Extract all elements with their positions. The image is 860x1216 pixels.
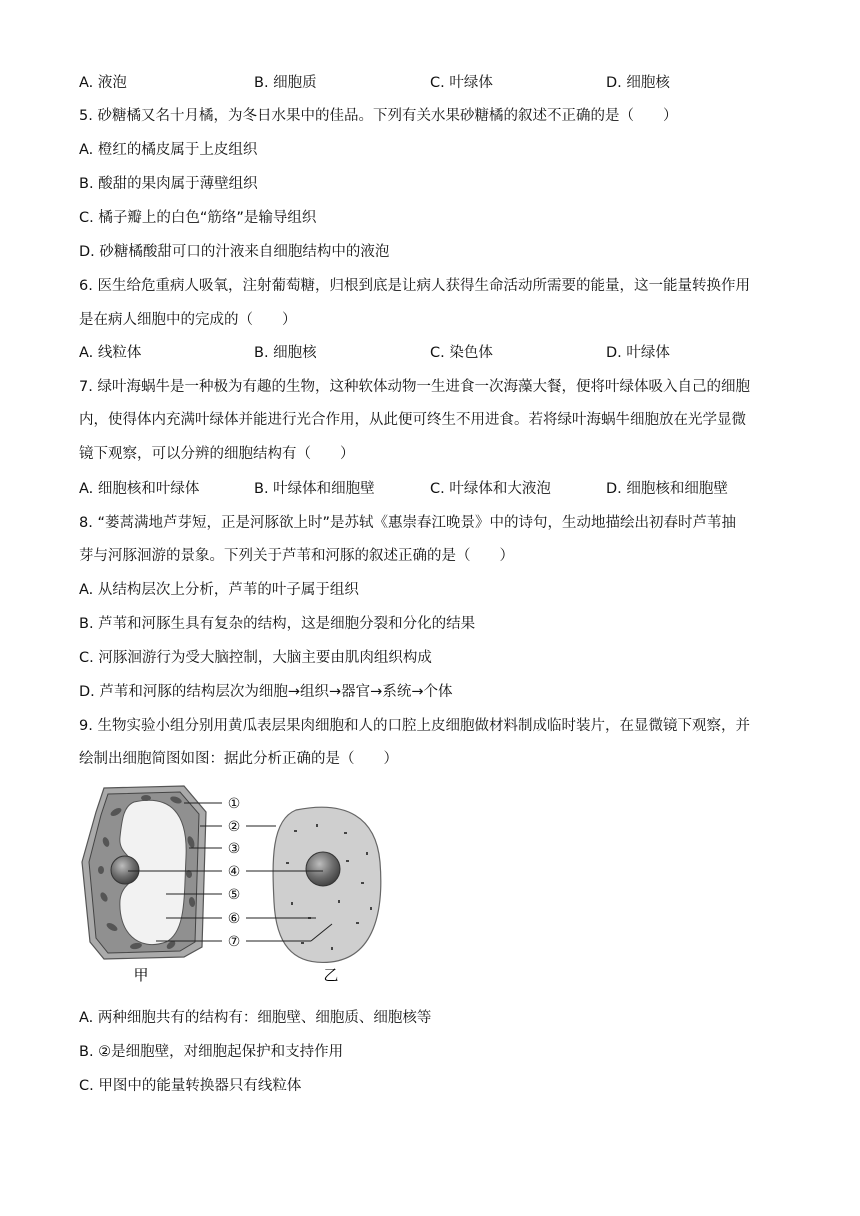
q5-stem: 5. 砂糖橘又名十月橘，为冬日水果中的佳品。下列有关水果砂糖橘的叙述不正确的是（ ） xyxy=(79,108,678,124)
q7-option-a[interactable]: A. 细胞核和叶绿体 xyxy=(79,481,200,497)
q8-option-c[interactable]: C. 河豚洄游行为受大脑控制，大脑主要由肌肉组织构成 xyxy=(79,650,432,666)
q7-options xyxy=(79,479,799,499)
q4-option-b[interactable]: B. 细胞质 xyxy=(254,75,317,91)
caption-animal: 乙 xyxy=(323,966,339,984)
q8-stem-line-1: 8. “蒌蒿满地芦芽短，正是河豚欲上时”是苏轼《惠崇春江晚景》中的诗句，生动地描绘出初春时芦苇抽 xyxy=(79,515,736,531)
q7-stem-line-3: 镜下观察，可以分辨的细胞结构有（ ） xyxy=(79,446,355,462)
q6-option-a[interactable]: A. 线粒体 xyxy=(79,345,142,361)
q9-option-c[interactable]: C. 甲图中的能量转换器只有线粒体 xyxy=(79,1078,302,1094)
q4-option-d[interactable]: D. 细胞核 xyxy=(606,75,670,91)
q8-option-a[interactable]: A. 从结构层次上分析，芦苇的叶子属于组织 xyxy=(79,582,359,598)
label-3: ③ xyxy=(227,841,241,857)
q4-options xyxy=(79,73,799,93)
q6-option-b[interactable]: B. 细胞核 xyxy=(254,345,317,361)
q7-stem-line-1: 7. 绿叶海蜗牛是一种极为有趣的生物，这种软体动物一生进食一次海藻大餐，便将叶绿体吸入自己的细胞 xyxy=(79,379,750,395)
label-4: ④ xyxy=(227,864,241,880)
q4-option-c[interactable]: C. 叶绿体 xyxy=(430,75,493,91)
q5-option-a[interactable]: A. 橙红的橘皮属于上皮组织 xyxy=(79,142,258,158)
animal-cell xyxy=(273,807,381,962)
cell-diagram-svg xyxy=(76,782,396,987)
q9-option-a[interactable]: A. 两种细胞共有的结构有：细胞壁、细胞质、细胞核等 xyxy=(79,1010,432,1026)
q7-option-d[interactable]: D. 细胞核和细胞壁 xyxy=(606,481,728,497)
animal-nucleus xyxy=(306,852,340,886)
q7-option-c[interactable]: C. 叶绿体和大液泡 xyxy=(430,481,551,497)
q5-option-c[interactable]: C. 橘子瓣上的白色“筋络”是输导组织 xyxy=(79,210,317,226)
q6-stem-line-2: 是在病人细胞中的完成的（ ） xyxy=(79,312,297,328)
label-6: ⑥ xyxy=(227,911,241,927)
q7-option-b[interactable]: B. 叶绿体和细胞壁 xyxy=(254,481,375,497)
label-7: ⑦ xyxy=(227,934,241,950)
label-5: ⑤ xyxy=(227,887,241,903)
caption-plant: 甲 xyxy=(133,966,149,984)
plant-nucleus xyxy=(111,856,139,884)
label-2: ② xyxy=(227,819,241,835)
q9-stem-line-2: 绘制出细胞简图如图：据此分析正确的是（ ） xyxy=(79,751,398,767)
cell-diagram xyxy=(76,782,396,987)
q9-stem-line-1: 9. 生物实验小组分别用黄瓜表层果肉细胞和人的口腔上皮细胞做材料制成临时装片，在显微镜下观察，并 xyxy=(79,718,750,734)
q6-options xyxy=(79,343,799,363)
q5-option-b[interactable]: B. 酸甜的果肉属于薄壁组织 xyxy=(79,176,258,192)
q6-option-d[interactable]: D. 叶绿体 xyxy=(606,345,670,361)
q6-stem-line-1: 6. 医生给危重病人吸氧，注射葡萄糖，归根到底是让病人获得生命活动所需要的能量，这一能量转换作用 xyxy=(79,278,750,294)
label-1: ① xyxy=(227,796,241,812)
q8-option-b[interactable]: B. 芦苇和河豚生具有复杂的结构，这是细胞分裂和分化的结果 xyxy=(79,616,476,632)
q4-option-a[interactable]: A. 液泡 xyxy=(79,75,127,91)
q8-stem-line-2: 芽与河豚洄游的景象。下列关于芦苇和河豚的叙述正确的是（ ） xyxy=(79,548,514,564)
q8-option-d[interactable]: D. 芦苇和河豚的结构层次为细胞→组织→器官→系统→个体 xyxy=(79,684,453,700)
q9-option-b[interactable]: B. ②是细胞壁，对细胞起保护和支持作用 xyxy=(79,1044,344,1060)
q6-option-c[interactable]: C. 染色体 xyxy=(430,345,493,361)
q5-option-d[interactable]: D. 砂糖橘酸甜可口的汁液来自细胞结构中的液泡 xyxy=(79,244,390,260)
q7-stem-line-2: 内，使得体内充满叶绿体并能进行光合作用，从此便可终生不用进食。若将绿叶海蜗牛细胞放在光学显微 xyxy=(79,412,746,428)
plant-cell xyxy=(82,786,206,959)
